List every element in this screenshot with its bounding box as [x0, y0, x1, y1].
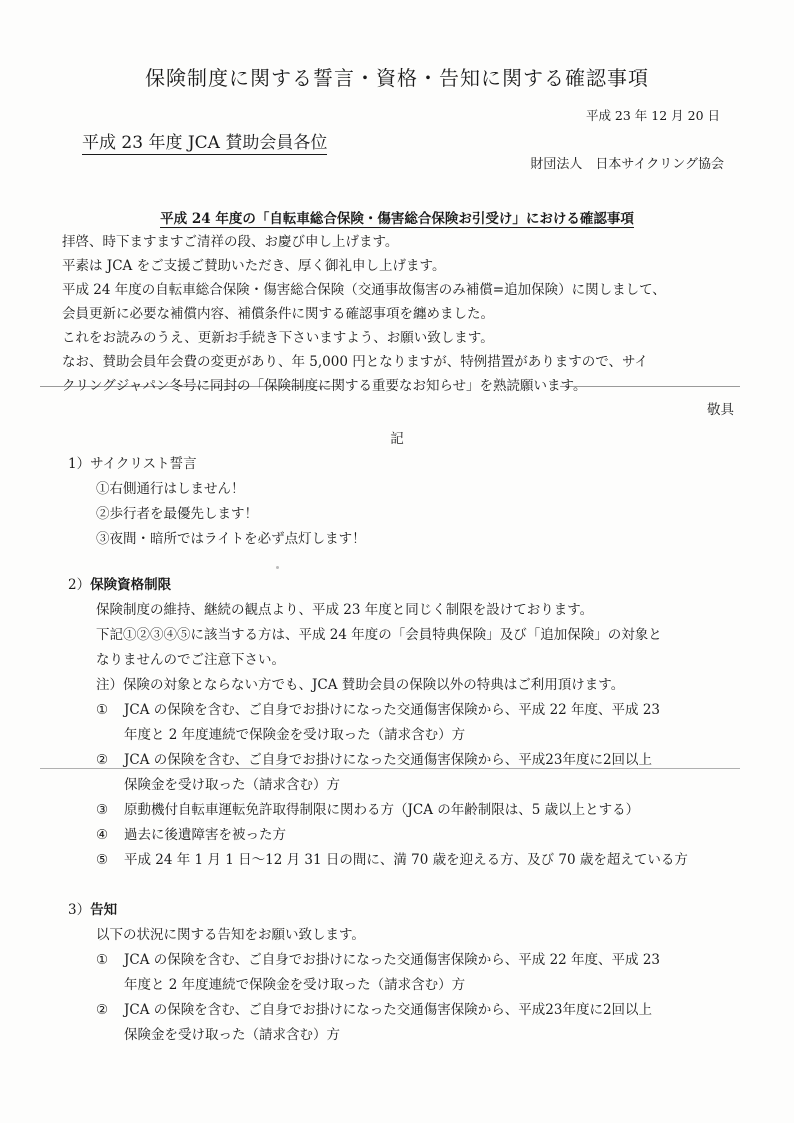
oath-item: ①右側通行はしません！ [96, 481, 245, 497]
restriction-item [68, 748, 748, 798]
intro-line: 下記①②③④⑤に該当する方は、平成 24 年度の「会員特典保険」及び「追加保険」の対象と [96, 627, 662, 643]
document-title: 保険制度に関する誓言・資格・告知に関する確認事項 [145, 66, 649, 90]
item-line: 保険金を受け取った（請求含む）方 [124, 777, 340, 793]
item-line: 平成 24 年 1 月 1 日～12 月 31 日の間に、満 70 歳を迎える方、及び 70 歳を超えている方 [124, 852, 688, 868]
item-number: ② [96, 752, 109, 768]
closing-word: 敬具 [707, 402, 734, 418]
item-line: 保険金を受け取った（請求含む）方 [124, 1027, 340, 1043]
issuing-organization: 財団法人 日本サイクリング協会 [530, 157, 724, 172]
body-line: クリングジャパン冬号に同封の「保険制度に関する重要なお知らせ」を熟読願います。 [62, 378, 587, 394]
item-line: JCA の保険を含む、ご自身でお掛けになった交通傷害保険から、平成23年度に2回以上 [124, 1002, 653, 1018]
section-heading [68, 898, 748, 923]
section-insurance-eligibility [68, 573, 748, 873]
subject-heading [0, 207, 794, 227]
item-line: 原動機付自転車運転免許取得制限に関わる方（JCA の年齢制限は、5 歳以上とする） [124, 802, 640, 818]
body-line: 平素は JCA をご支援ご賛助いただき、厚く御礼申し上げます。 [62, 258, 446, 274]
item-number: ④ [96, 827, 109, 843]
item-line: JCA の保険を含む、ご自身でお掛けになった交通傷害保険から、平成23年度に2回以上 [124, 752, 653, 768]
oath-item: ②歩行者を最優先します！ [96, 506, 258, 522]
addressee: 平成 23 年度 JCA 賛助会員各位 [82, 128, 327, 155]
item-line: 年度と 2 年度連続で保険金を受け取った（請求含む）方 [124, 727, 466, 743]
section-number: 2） [68, 577, 91, 593]
body-line: 会員更新に必要な補償内容、補償条件に関する確認事項を纏めました。 [62, 306, 494, 322]
section-heading [68, 573, 748, 598]
item-line: JCA の保険を含む、ご自身でお掛けになった交通傷害保険から、平成 22 年度、平成 23 [124, 702, 661, 718]
ki-marker: 記 [390, 431, 404, 447]
body-line: これをお読みのうえ、更新お手続き下さいますよう、お願い致します。 [62, 330, 494, 346]
section-title: 保険資格制限 [90, 577, 172, 593]
section-number: 3） [68, 902, 91, 918]
intro-line: なりませんのでご注意下さい。 [96, 652, 285, 668]
document-date: 平成 23 年 12 月 20 日 [585, 108, 720, 123]
scan-speck [276, 566, 279, 569]
notification-item [68, 998, 748, 1048]
notification-item [68, 948, 748, 998]
item-number: ② [96, 1002, 109, 1018]
restriction-item [68, 823, 748, 848]
item-number: ① [96, 702, 109, 718]
section-notification [68, 898, 748, 1048]
restriction-item [68, 698, 748, 748]
item-line: 年度と 2 年度連続で保険金を受け取った（請求含む）方 [124, 977, 466, 993]
letter-body [62, 230, 742, 398]
section-title: 告知 [90, 902, 118, 918]
body-line: 拝啓、時下ますますご清祥の段、お慶び申し上げます。 [62, 234, 399, 250]
section-number: 1） [68, 456, 91, 472]
body-line: 平成 24 年度の自転車総合保険・傷害総合保険（交通事故傷害のみ補償=追加保険）に関しまして、 [62, 282, 666, 298]
restriction-item [68, 848, 748, 873]
subject-text: 平成 24 年度の「自転車総合保険・傷害総合保険お引受け」における確認事項 [160, 211, 634, 227]
intro-line: 以下の状況に関する告知をお願い致します。 [96, 927, 365, 943]
item-number: ① [96, 952, 109, 968]
item-line: JCA の保険を含む、ご自身でお掛けになった交通傷害保険から、平成 22 年度、平成 23 [124, 952, 661, 968]
section-cyclist-oath [68, 452, 748, 552]
section-title: サイクリスト誓言 [90, 456, 197, 472]
note-line: 注）保険の対象とならない方でも、JCA 賛助会員の保険以外の特典はご利用頂けます。 [96, 677, 625, 693]
restriction-item [68, 798, 748, 823]
section-heading [68, 452, 748, 477]
item-number: ③ [96, 802, 109, 818]
item-line: 過去に後遺障害を被った方 [124, 827, 286, 843]
intro-line: 保険制度の維持、継続の観点より、平成 23 年度と同じく制限を設けております。 [96, 602, 594, 618]
oath-item: ③夜間・暗所ではライトを必ず点灯します！ [96, 531, 366, 547]
body-line: なお、賛助会員年会費の変更があり、年 5,000 円となりますが、特例措置がありますので、サイ [62, 354, 649, 370]
item-number: ⑤ [96, 852, 109, 868]
